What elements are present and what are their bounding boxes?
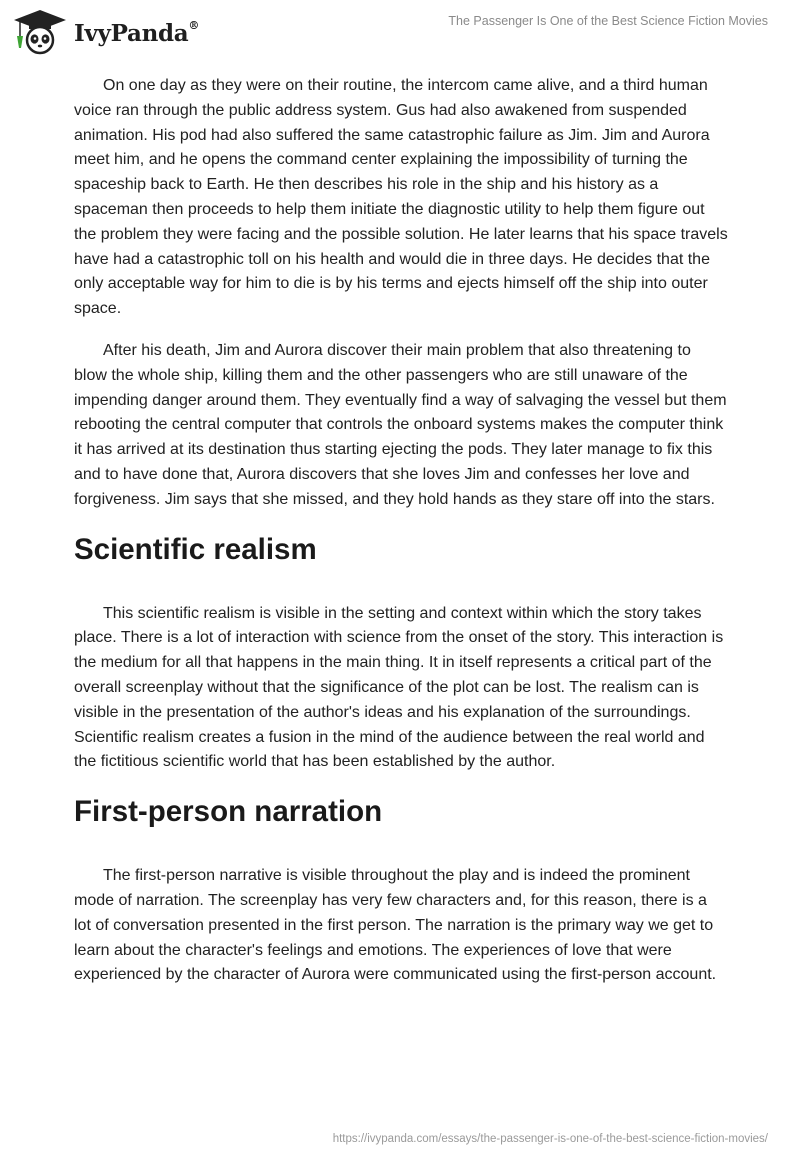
- registered-mark: ®: [188, 18, 200, 32]
- page-header: [0, 0, 800, 64]
- brand-name-text: IvyPanda: [74, 19, 189, 47]
- document-title: The Passenger Is One of the Best Science Fiction Movies: [448, 14, 768, 28]
- section-heading-scientific-realism: Scientific realism: [74, 532, 317, 566]
- panda-graduation-cap-icon: [12, 8, 68, 56]
- essay-content: [74, 74, 728, 988]
- paragraph: The first-person narrative is visible throughout the play and is indeed the prominent mode of narration. The screenplay has very few characters and, for this reason, there is a lot of conversation presented in the first person. The narration is the primary way we get to learn about the character's feelings and emotions. The experiences of love that were experienced by the character of Aurora were communicated using the first-person account.: [74, 867, 717, 984]
- source-url[interactable]: https://ivypanda.com/essays/the-passenger-is-one-of-the-best-science-fiction-movies/: [332, 1133, 768, 1145]
- section-heading-first-person-narration: First-person narration: [74, 795, 383, 829]
- brand-name: [74, 20, 199, 47]
- brand-logo[interactable]: [12, 8, 199, 56]
- paragraph: After his death, Jim and Aurora discover their main problem that also threatening to blow the whole ship, killing them and the other passengers who are still unaware of the impending danger around them. They eventually find a way of salvaging the vessel but them rebooting the central computer that controls the onboard systems makes the computer think it has arrived at its destination thus starting ejecting the pods. They later manage to fix this and to have done that, Aurora discovers that she loves Jim and confesses her love and forgiveness. Jim says that she missed, and they hold hands as they stare off into the stars.: [74, 341, 727, 508]
- paragraph: This scientific realism is visible in the setting and context within which the story takes place. There is a lot of interaction with science from the onset of the story. This interaction is the medium for all that happens in the main thing. It in itself represents a critical part of the overall screenplay without that the significance of the plot can be lost. The realism can is visible in the presentation of the author's ideas and his explanation of the surroundings. Scientific realism creates a fusion in the mind of the audience between the real world and the fictitious scientific world that has been established by the author.: [74, 604, 724, 771]
- paragraph: On one day as they were on their routine, the intercom came alive, and a third human voice ran through the public address system. Gus had also awakened from suspended animation. His pod had also suffered the same catastrophic failure as Jim. Jim and Aurora meet him, and he opens the command center explaining the impossibility of turning the spaceship back to Earth. He then describes his role in the ship and his history as a spaceman then proceeds to help them initiate the diagnostic utility to help them figure out the problem they were facing and the possible solution. He later learns that his space travels have had a catastrophic toll on his health and would die in three days. He decides that the only acceptable way for him to die is by his terms and ejects himself off the ship into outer space.: [74, 77, 728, 318]
